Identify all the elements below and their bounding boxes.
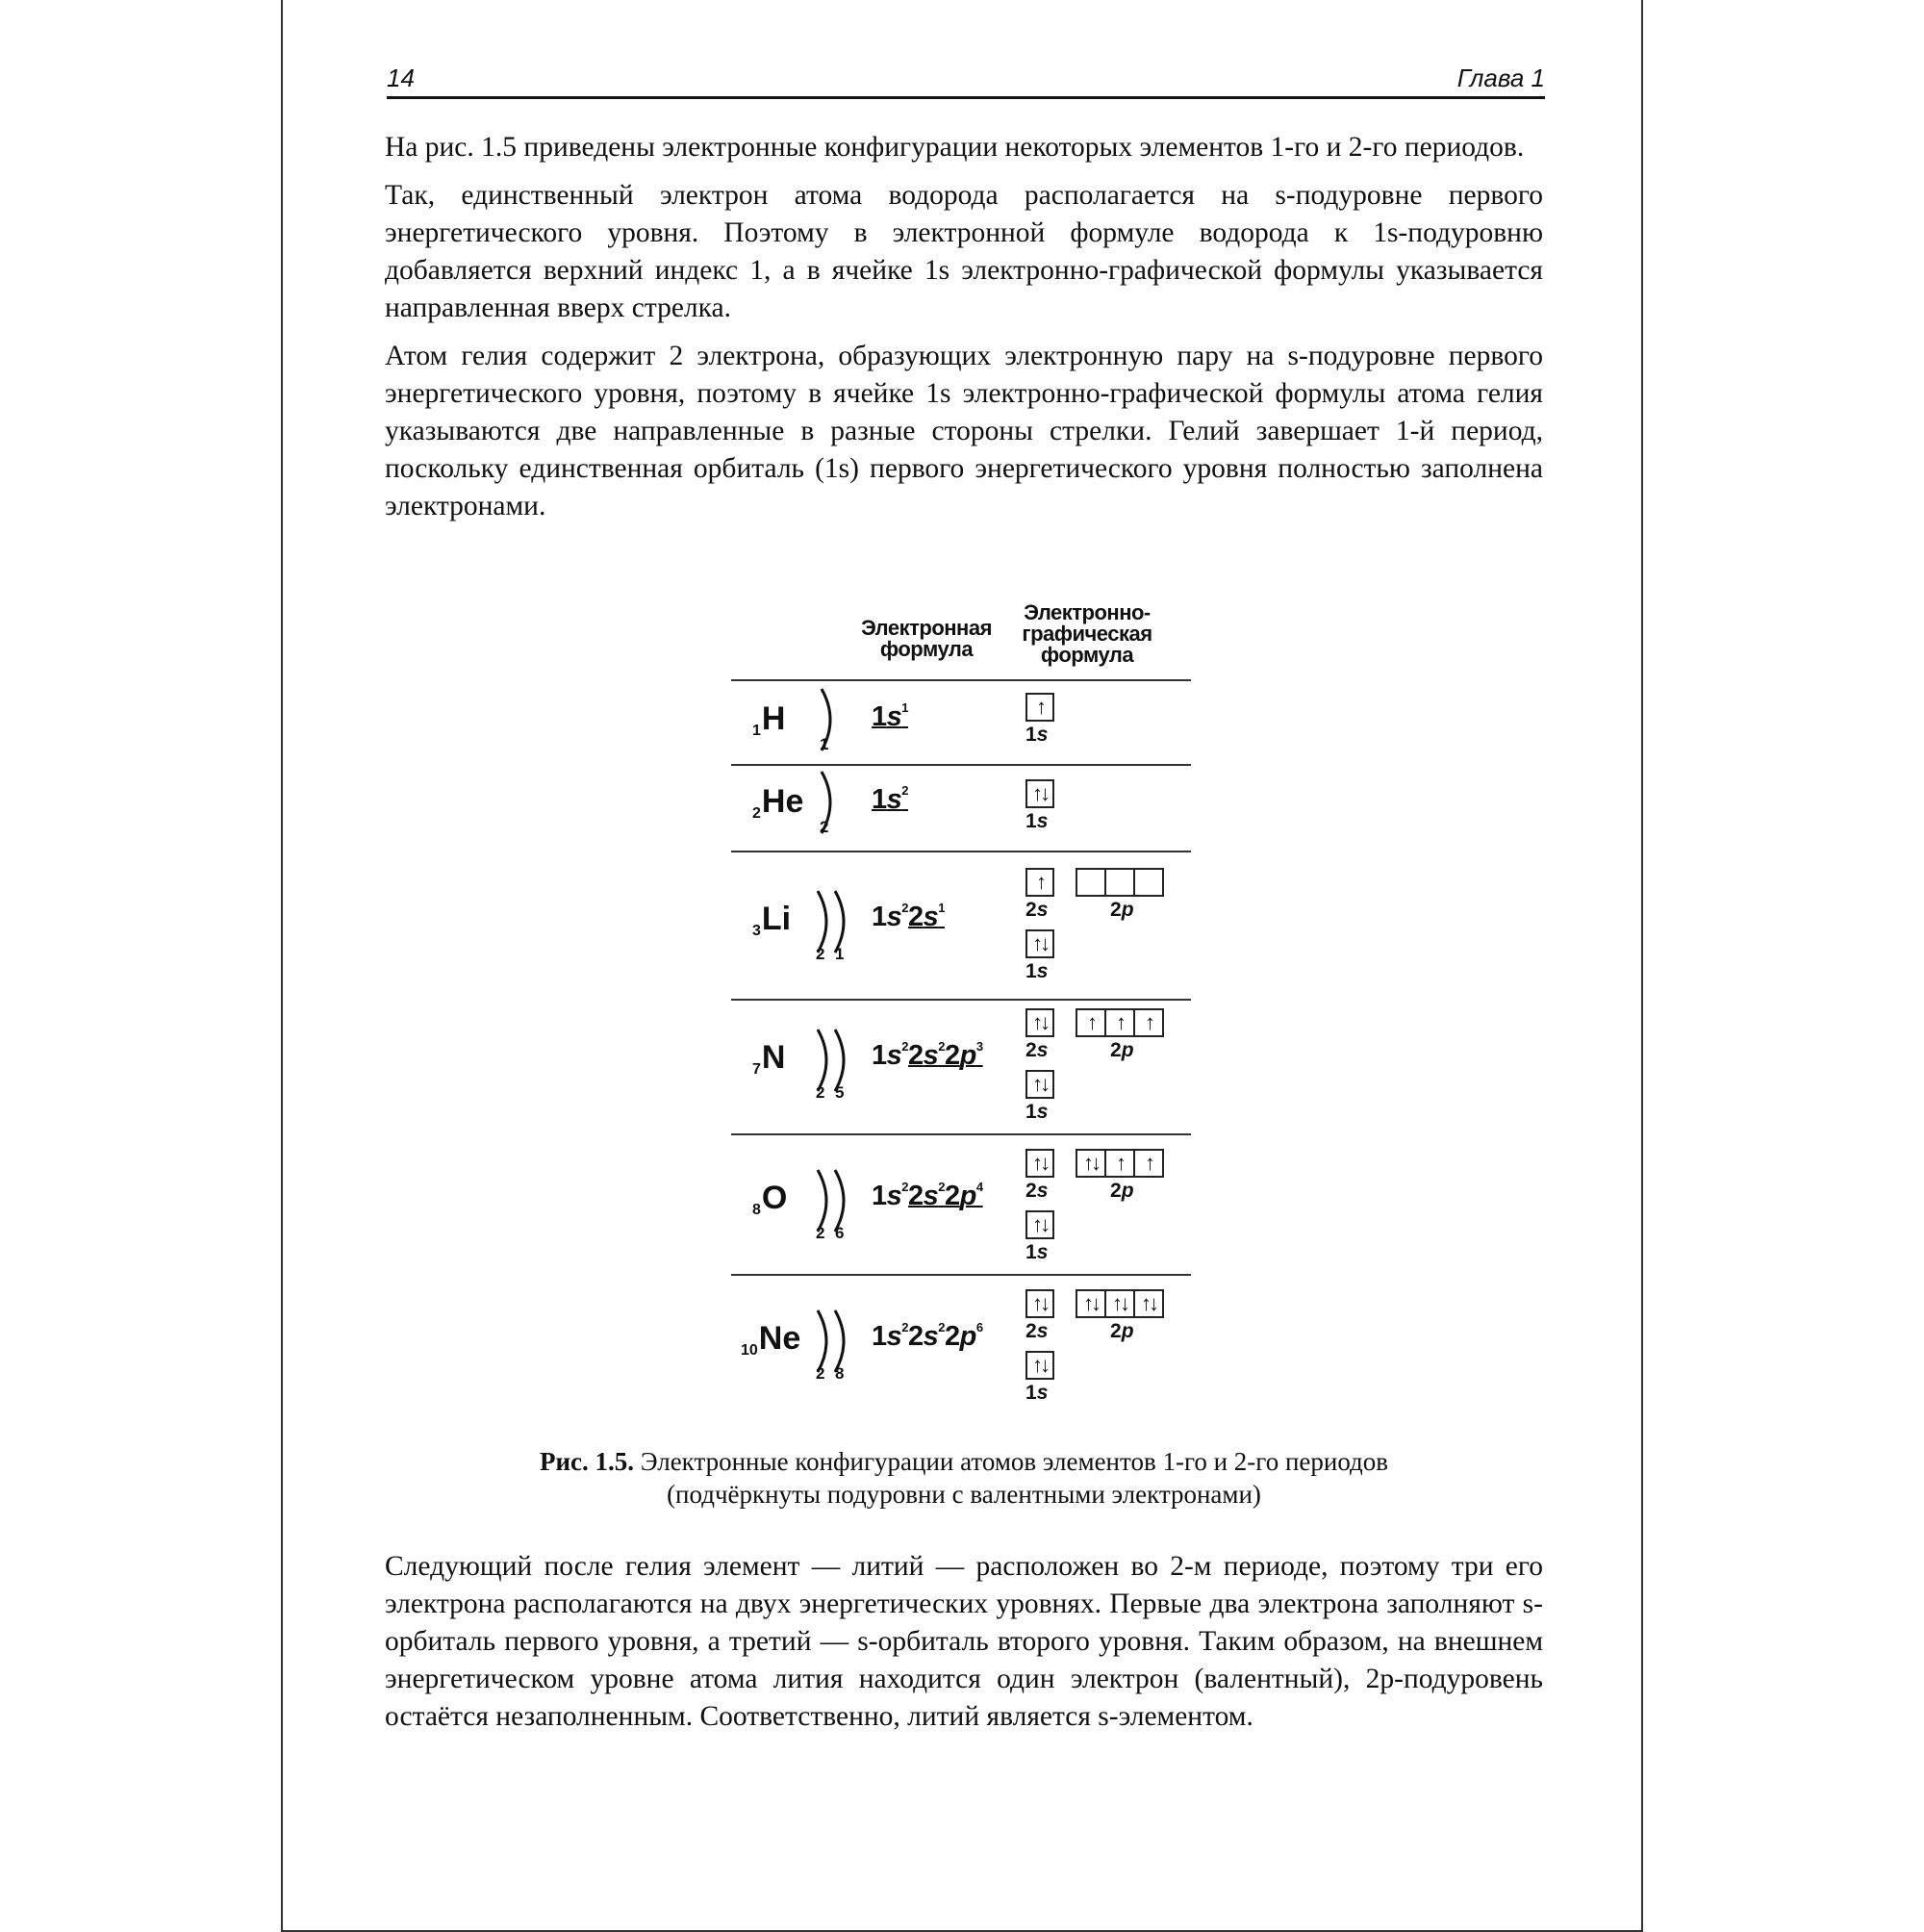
orbital-cell-2p: ↑↓: [1076, 1289, 1106, 1318]
electron-formula: $1s^2$: [872, 783, 909, 815]
caption-text: Электронные конфигурации атомов элементов 1-го и 2-го периодов: [640, 1447, 1389, 1476]
paragraph-3: Атом гелия содержит 2 электрона, образующих электронную пару на s-подуровне первого энергетического уровня, поэтому в ячейке 1s электронно-графической формулы атома гелия указываются две направленные в разные стороны стрелки. Гелий завершает 1-й период, поскольку единственная орбиталь (1s) первого энергетического уровня полностью заполнена электронами.: [385, 341, 1543, 521]
column-header-graphic-line1: Электронно-: [1024, 600, 1151, 624]
row-oxygen: [731, 1133, 1191, 1274]
shell-count: 1: [820, 735, 829, 753]
orbital-cell-2p: ↑↓: [1104, 1289, 1135, 1318]
orbital-cell-1s: ↑↓: [1025, 1351, 1054, 1380]
orbital-cell-2s: ↑↓: [1025, 1289, 1054, 1318]
body-text-bottom: [385, 1548, 1543, 1746]
orbital-label-2s: 2s: [1025, 1039, 1049, 1061]
caption-line-1: [385, 1445, 1543, 1478]
shell-count: 8: [835, 1364, 845, 1383]
orbital-label-1s: 1s: [1025, 960, 1049, 982]
orbital-cell-2p: ↑: [1104, 1149, 1135, 1178]
orbital-cell-2p: ↑↓: [1076, 1149, 1106, 1178]
orbital-cell-2p: ↑: [1076, 1008, 1106, 1037]
orbital-cells-2p: [1076, 1008, 1164, 1037]
row-nitrogen: [731, 999, 1191, 1133]
orbital-label-2s: 2s: [1025, 1180, 1049, 1202]
orbital-label-2p: 2p: [1110, 1180, 1134, 1202]
shell-count: 2: [816, 945, 825, 963]
column-header-formula: [854, 618, 999, 660]
shell-count: 1: [835, 945, 845, 963]
page-number: 14: [387, 64, 415, 92]
row-hydrogen: [731, 679, 1191, 764]
shell-count: 2: [816, 1083, 825, 1102]
body-text-top: [385, 129, 1543, 536]
orbital-cell-1s: ↑↓: [1025, 779, 1054, 808]
orbital-cell-1s: ↑↓: [1025, 1210, 1054, 1239]
orbital-label-2p: 2p: [1110, 899, 1134, 921]
paragraph-2: Так, единственный электрон атома водорода располагается на s-подуровне первого энергетического уровня. Поэтому в электронной формуле водорода к 1s-подуровню добавляется верхний индекс 1, а в ячейке 1s электронно-графической формулы указывается направленная вверх стрелка.: [385, 180, 1543, 323]
element-symbol: $_3$Li: [752, 901, 792, 939]
orbital-label-1s: 1s: [1025, 724, 1049, 746]
element-symbol: $_{10}$Ne: [741, 1320, 801, 1359]
orbital-cell-2p: ↑: [1133, 1008, 1164, 1037]
orbital-label-2p: 2p: [1110, 1039, 1134, 1061]
row-helium: [731, 764, 1191, 851]
row-neon: [731, 1274, 1191, 1414]
orbital-cells-2p: [1076, 1149, 1164, 1178]
chapter-title: Глава 1: [1456, 64, 1545, 92]
orbital-label-1s: 1s: [1025, 1241, 1049, 1263]
orbital-label-2s: 2s: [1025, 899, 1049, 921]
orbital-cell-2s: ↑: [1025, 868, 1054, 897]
orbital-cell-2p: [1133, 868, 1164, 897]
shell-count: 2: [816, 1364, 825, 1383]
orbital-cell-2s: ↑↓: [1025, 1008, 1054, 1037]
element-symbol: $_2$He: [752, 783, 804, 822]
electron-formula: $1s^1$: [872, 700, 909, 732]
shell-count: 6: [835, 1224, 845, 1242]
orbital-cell-1s: ↑↓: [1025, 929, 1054, 958]
orbital-cell-2p: [1104, 868, 1135, 897]
orbital-label-2s: 2s: [1025, 1320, 1049, 1342]
orbital-cells-2p: [1076, 1289, 1164, 1318]
orbital-label-1s: 1s: [1025, 1101, 1049, 1123]
orbital-cell-2p: [1076, 868, 1106, 897]
column-header-graphic-line3: формула: [1040, 643, 1134, 667]
column-header-graphic: [1010, 602, 1164, 666]
element-symbol: $_7$N: [752, 1039, 786, 1078]
orbital-label-2p: 2p: [1110, 1320, 1134, 1342]
orbital-cell-2p: ↑: [1104, 1008, 1135, 1037]
shell-count: 2: [816, 1224, 825, 1242]
figure-caption: [385, 1445, 1543, 1511]
running-header: [387, 60, 1545, 99]
shell-count: 5: [835, 1083, 845, 1102]
orbital-cell-1s: ↑↓: [1025, 1070, 1054, 1099]
orbital-label-1s: 1s: [1025, 810, 1049, 832]
orbital-label-1s: 1s: [1025, 1382, 1049, 1404]
orbital-cell-2p: ↑: [1133, 1149, 1164, 1178]
orbital-cell-2p: ↑↓: [1133, 1289, 1164, 1318]
orbital-cells-2p: [1076, 868, 1164, 897]
row-lithium: [731, 851, 1191, 999]
electron-formula: $1s^22s^22p^4$: [872, 1180, 983, 1211]
figure-electron-configurations: [731, 597, 1193, 1414]
column-header-formula-line2: формула: [879, 637, 974, 661]
column-header-graphic-line2: графическая: [1022, 622, 1152, 646]
element-symbol: $_1$H: [752, 700, 786, 739]
caption-line-2: (подчёркнуты подуровни с валентными электронами): [667, 1480, 1261, 1509]
electron-formula: $1s^22s^22p^3$: [872, 1039, 983, 1071]
orbital-cell-2s: ↑↓: [1025, 1149, 1054, 1178]
electron-formula: $1s^22s^22p^6$: [872, 1320, 983, 1352]
element-symbol: $_8$O: [752, 1180, 788, 1218]
orbital-cell-1s: ↑: [1025, 693, 1054, 722]
electron-formula: $1s^22s^1$: [872, 901, 946, 932]
paragraph-4: Следующий после гелия элемент — литий — расположен во 2-м периоде, поэтому три его электрона располагаются на двух энергетических уровнях. Первые два электрона заполняют s-орбиталь первого уровня, а третий — s-орбиталь второго уровня. Таким образом, на внешнем энергетическом уровне атома лития находится один электрон (валентный), 2p-подуровень остаётся незаполненным. Соответственно, литий является s-элементом.: [385, 1551, 1543, 1732]
shell-count: 2: [820, 818, 829, 836]
paragraph-1: На рис. 1.5 приведены электронные конфигурации некоторых элементов 1-го и 2-го периодов.: [385, 132, 1525, 163]
column-header-formula-line1: Электронная: [861, 616, 992, 640]
caption-label: Рис. 1.5.: [539, 1447, 634, 1476]
